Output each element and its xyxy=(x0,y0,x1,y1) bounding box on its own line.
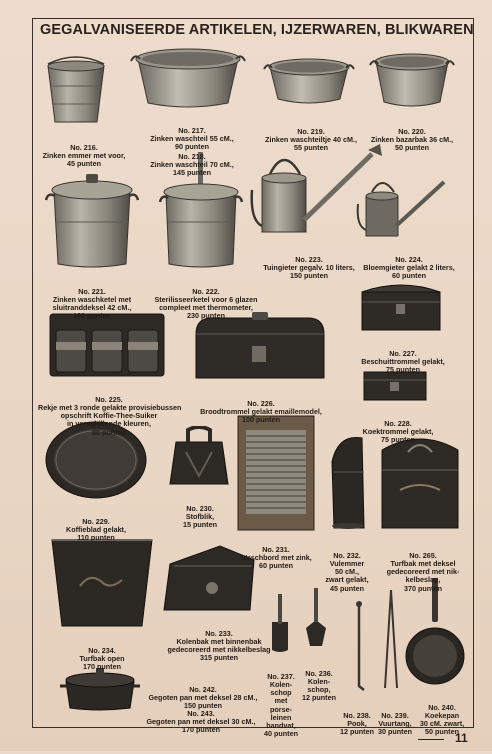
caption-221: No. 221. Zinken waschketel met sluitranddeksel 42 cM., 160 punten xyxy=(52,287,132,321)
caption-219: No. 219. Zinken waschteiltje 40 cM., 55 punten xyxy=(265,127,357,153)
caption-231: No. 231. Waschbord met zink, 60 punten xyxy=(240,545,312,571)
caption-227: No. 227. Beschuittrommel gelakt, 75 punten xyxy=(361,349,445,375)
caption-236: No. 236. Kolen- schop, 12 punten xyxy=(302,669,336,703)
caption-220: No. 220. Zinken bazarbak 36 cM., 50 punten xyxy=(370,127,454,153)
wash-tub-small-image xyxy=(262,55,356,107)
caption-240: No. 240. Koekepan 30 cM. zwart, 50 punten xyxy=(419,703,465,737)
bucket-image xyxy=(42,56,110,126)
caption-243: No. 243. Gegoten pan met deksel 30 cM., 170 punten xyxy=(146,709,256,735)
caption-228: No. 228. Koektrommel gelakt, 75 punten xyxy=(362,419,434,445)
caption-225: No. 225. Rekje met 3 ronde gelakte provisiebussen opschrift Koffie-Thee-Suiker in verschillende kleuren, 80 punten xyxy=(38,395,182,437)
wash-kettle-image xyxy=(44,170,140,270)
flower-watering-can-image xyxy=(352,170,452,240)
caption-217: No. 217. Zinken waschteil 55 cM., 90 punten xyxy=(150,126,234,152)
caption-223: No. 223. Tuingieter gegalv. 10 liters, 150 punten xyxy=(263,255,355,281)
page-title: GEGALVANISEERDE ARTIKELEN, IJZERWAREN, BLIKWAREN xyxy=(40,22,474,38)
bazaar-tub-image xyxy=(368,50,456,110)
caption-218: No. 218. Zinken waschteil 70 cM., 145 punten xyxy=(150,152,234,178)
caption-234: No. 234. Turfbak open 170 punten xyxy=(79,646,125,672)
caption-242: No. 242. Gegoten pan met deksel 28 cM., 150 punten xyxy=(148,685,258,711)
wash-tub-large-image xyxy=(128,45,248,111)
caption-224: No. 224. Bloemgieter gelakt 2 liters, 60 punten xyxy=(363,255,455,281)
caption-222: No. 222. Sterilisseerketel voor 6 glazen compleet met thermometer, 230 punten xyxy=(154,287,258,321)
caption-229: No. 229. Koffieblad gelakt, 110 punten xyxy=(66,517,126,543)
poker-image xyxy=(350,600,368,692)
caption-233: No. 233. Kolenbak met binnenbak gedecoreerd met nikkelbeslag 315 punten xyxy=(167,629,271,663)
caption-238: No. 238. Pook, 12 punten xyxy=(340,711,374,737)
caption-216: No. 216. Zinken emmer met voor, 45 punten xyxy=(42,143,126,169)
caption-226: No. 226. Broodtrommel gelakt emaillemodel, 100 punten xyxy=(200,399,322,425)
caption-265: No. 265. Turfbak met deksel gedecoreerd met nik- kelbeslag, 370 punten xyxy=(386,551,460,593)
caption-237: No. 237. Kolen- schop met porse- leinen handvat, 40 punten xyxy=(264,672,298,738)
caption-232: No. 232. Vulemmer 50 cM., zwart gelakt, 45 punten xyxy=(325,551,369,593)
footer-rule xyxy=(418,739,444,740)
caption-230: No. 230. Stofblik, 15 punten xyxy=(183,504,217,530)
page-number: 11 xyxy=(455,731,468,745)
caption-239: No. 239. Vuurtang, 30 punten xyxy=(378,711,412,737)
